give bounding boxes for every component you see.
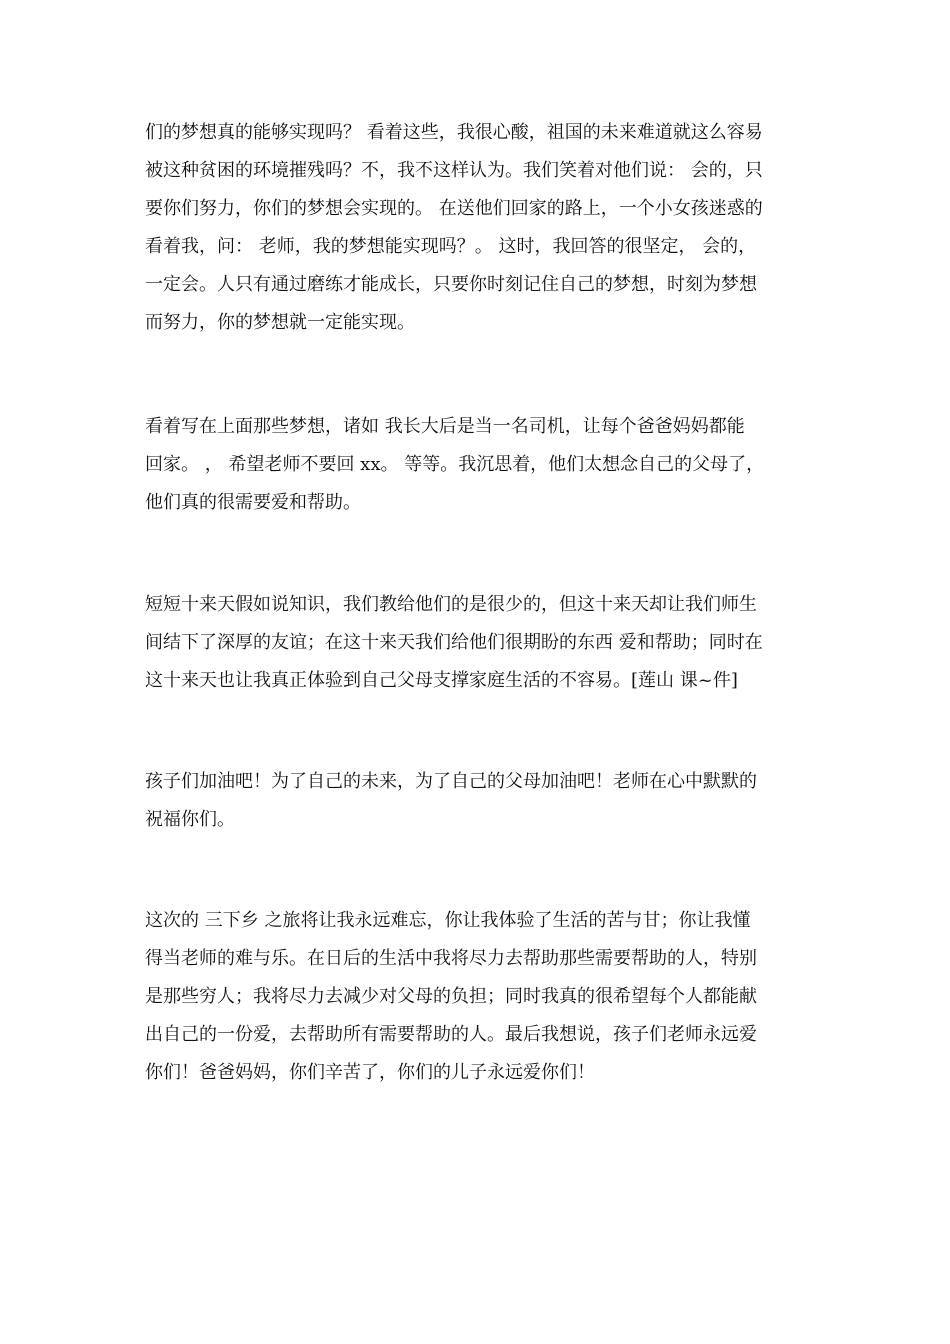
paragraph-line: 间结下了深厚的友谊；在这十来天我们给他们很期盼的东西 爱和帮助；同时在 xyxy=(145,632,763,653)
paragraph-line: 是那些穷人；我将尽力去减少对父母的负担；同时我真的很希望每个人都能献 xyxy=(145,986,757,1007)
paragraph-1 xyxy=(145,114,815,342)
paragraph-line: 而努力，你的梦想就一定能实现。 xyxy=(145,312,415,333)
paragraph-2 xyxy=(145,408,815,522)
paragraph-line: 看着我，问： 老师，我的梦想能实现吗？。 这时，我回答的很坚定， 会的， xyxy=(145,236,757,257)
paragraph-line: 出自己的一份爱，去帮助所有需要帮助的人。最后我想说，孩子们老师永远爱 xyxy=(145,1024,757,1045)
paragraph-3 xyxy=(145,586,815,700)
paragraph-line: 这次的 三下乡 之旅将让我永远难忘，你让我体验了生活的苦与甘；你让我懂 xyxy=(145,910,751,931)
paragraph-line: 短短十来天假如说知识，我们教给他们的是很少的，但这十来天却让我们师生 xyxy=(145,594,757,615)
paragraph-line: 要你们努力，你们的梦想会实现的。 在送他们回家的路上，一个小女孩迷惑的 xyxy=(145,198,763,219)
paragraph-line: 你们！爸爸妈妈，你们辛苦了，你们的儿子永远爱你们！ xyxy=(145,1062,595,1083)
paragraph-line: 他们真的很需要爱和帮助。 xyxy=(145,492,361,513)
paragraph-line: 祝福你们。 xyxy=(145,809,235,830)
paragraph-line: 们的梦想真的能够实现吗？ 看着这些，我很心酸，祖国的未来难道就这么容易 xyxy=(145,122,763,143)
paragraph-line: 回家。 ， 希望老师不要回 xx。 等等。我沉思着，他们太想念自己的父母了， xyxy=(145,454,765,475)
paragraph-line: 一定会。人只有通过磨练才能成长，只要你时刻记住自己的梦想，时刻为梦想 xyxy=(145,274,757,295)
paragraph-line: 孩子们加油吧！为了自己的未来，为了自己的父母加油吧！老师在心中默默的 xyxy=(145,771,757,792)
paragraph-5 xyxy=(145,902,815,1092)
paragraph-line: 被这种贫困的环境摧残吗？不，我不这样认为。我们笑着对他们说： 会的，只 xyxy=(145,160,763,181)
paragraph-line: 看着写在上面那些梦想，诸如 我长大后是当一名司机，让每个爸爸妈妈都能 xyxy=(145,416,745,437)
paragraph-line: 这十来天也让我真正体验到自己父母支撑家庭生活的不容易。[莲山 课~件] xyxy=(145,670,738,691)
paragraph-4 xyxy=(145,763,815,839)
paragraph-line: 得当老师的难与乐。在日后的生活中我将尽力去帮助那些需要帮助的人，特别 xyxy=(145,948,757,969)
